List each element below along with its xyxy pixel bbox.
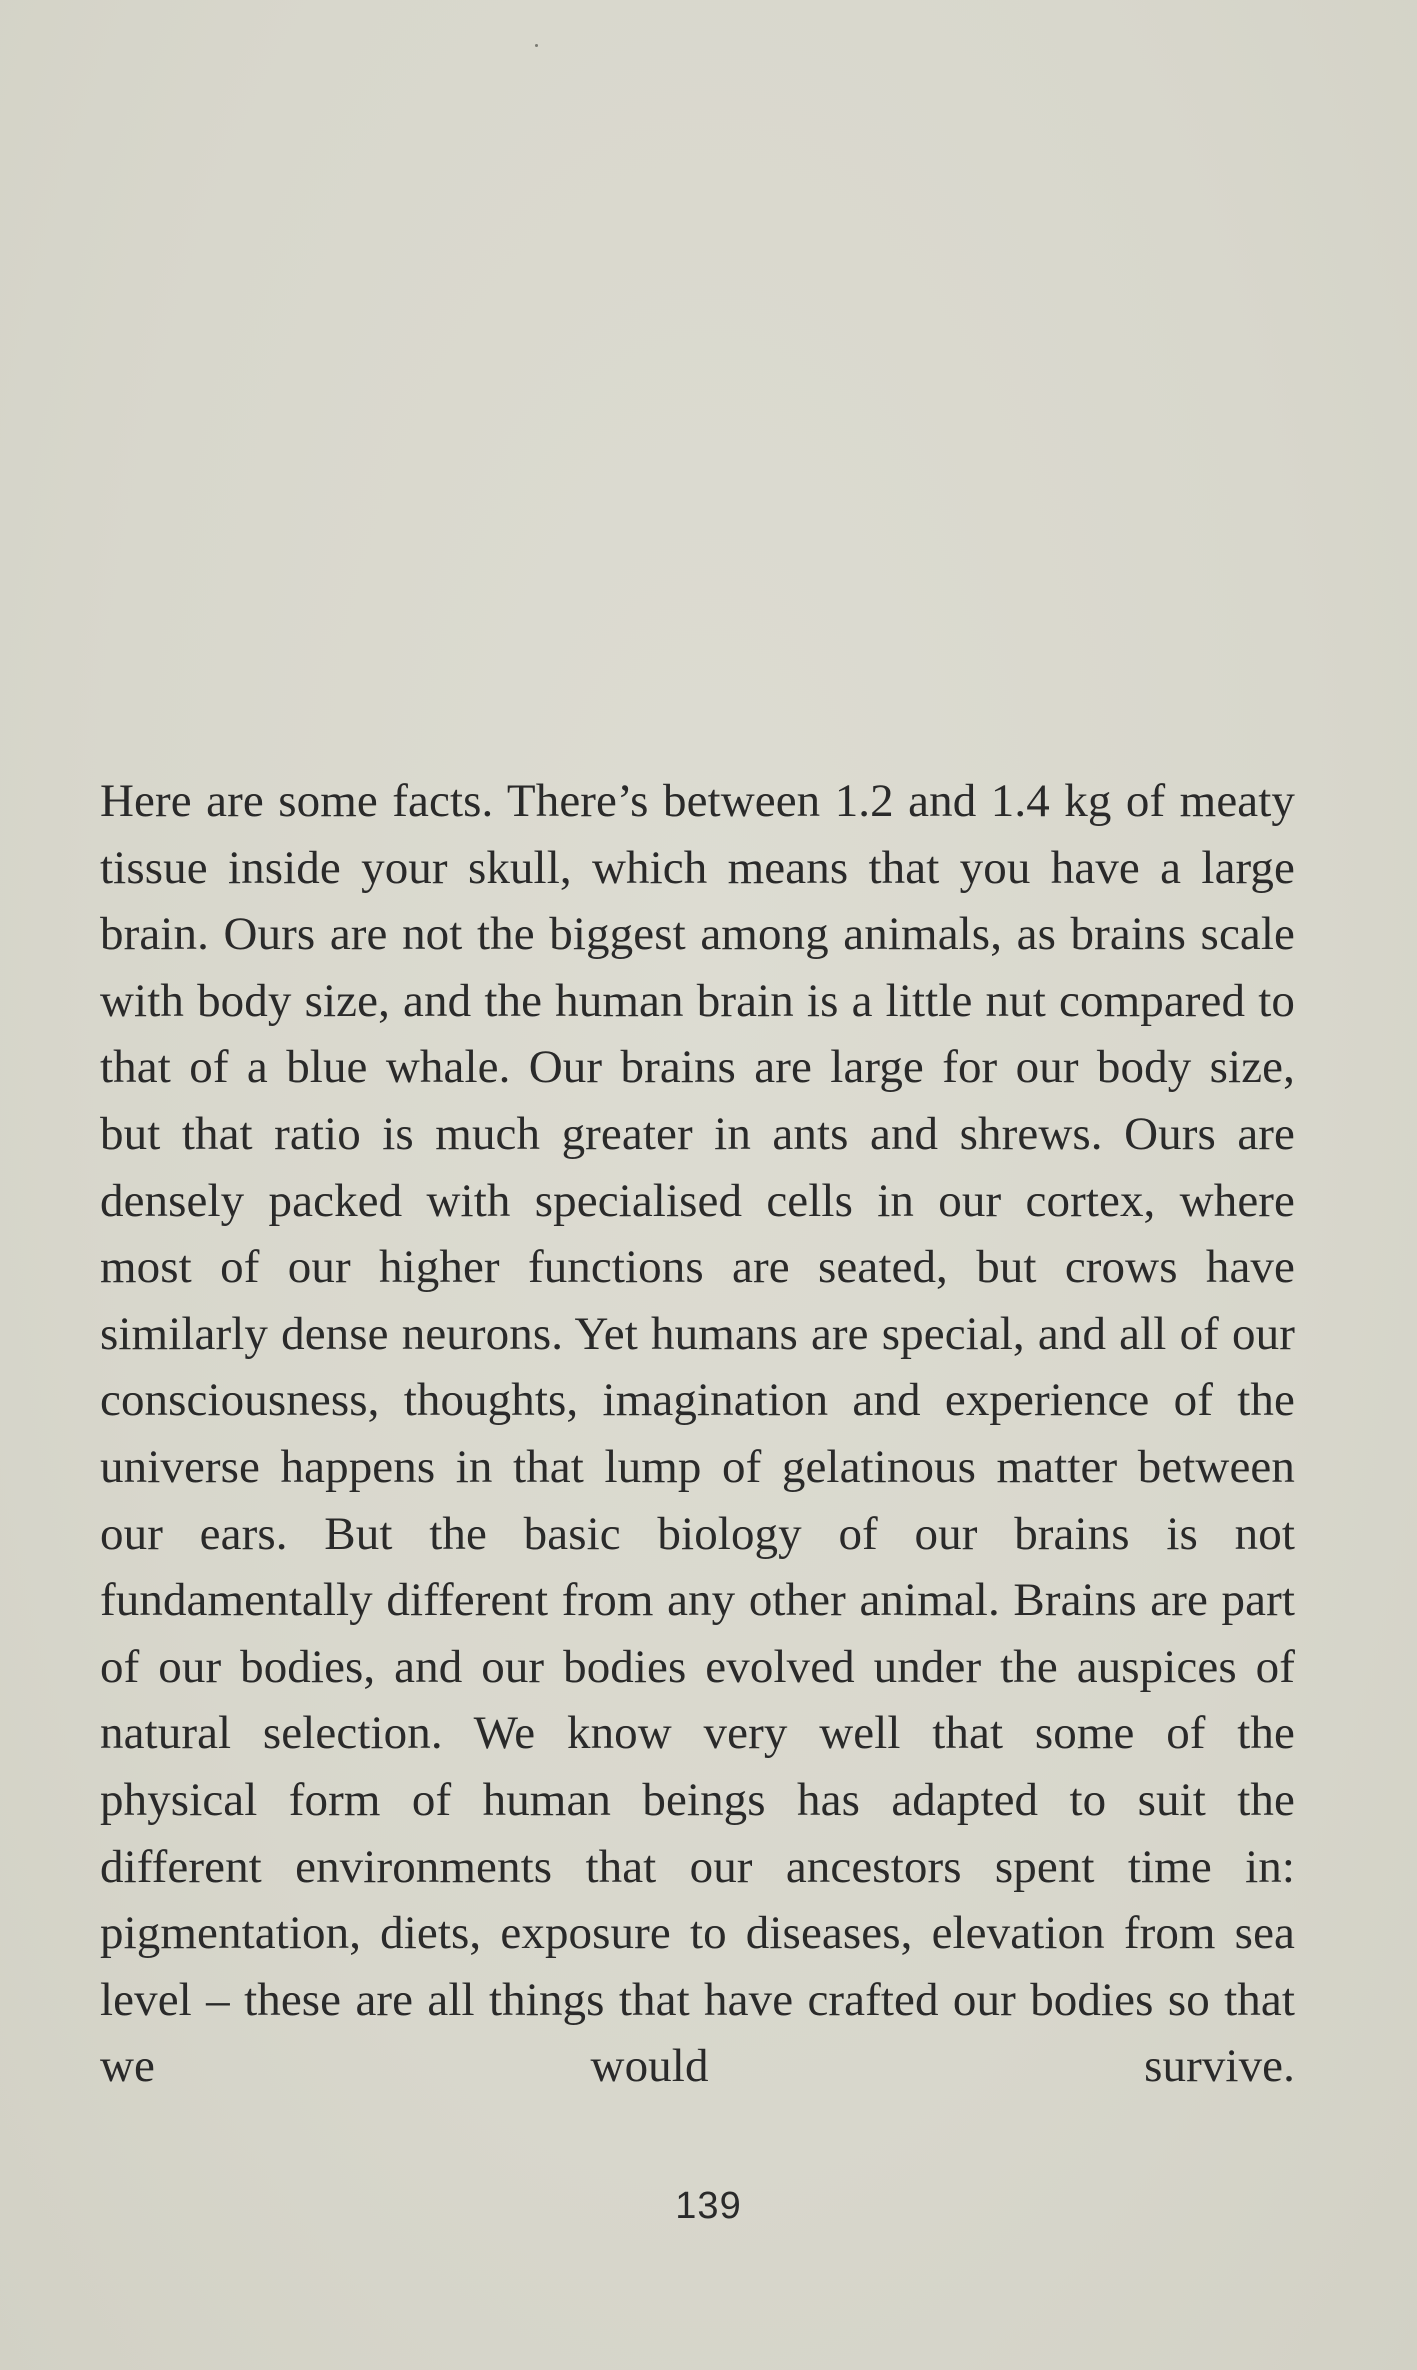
print-speck [535, 44, 538, 47]
body-paragraph: Here are some facts. There’s between 1.2 and 1.4 kg of meaty tissue inside your skull, which means that you have a large brain. Ours are not the biggest among animals, as brains scale with body size, and the human brain is a little nut compared to that of a blue whale. Our brains are large for our body size, but that ratio is much greater in ants and shrews. Ours are densely packed with specialised cells in our cortex, where most of our higher functions are seated, but crows have similarly dense neurons. Yet humans are special, and all of our consciousness, thoughts, imagination and experience of the universe happens in that lump of gelatinous matter between our ears. But the basic biology of our brains is not fundamentally different from any other animal. Brains are part of our bodies, and our bodies evolved under the auspices of natural selection. We know very well that some of the physical form of human beings has adapted to suit the different environments that our ancestors spent time in: pigmentation, diets, exposure to diseases, elevation from sea level – these are all things that have crafted our bodies so that we would survive. [100, 775, 1295, 2093]
page-number: 139 [675, 2185, 742, 2227]
